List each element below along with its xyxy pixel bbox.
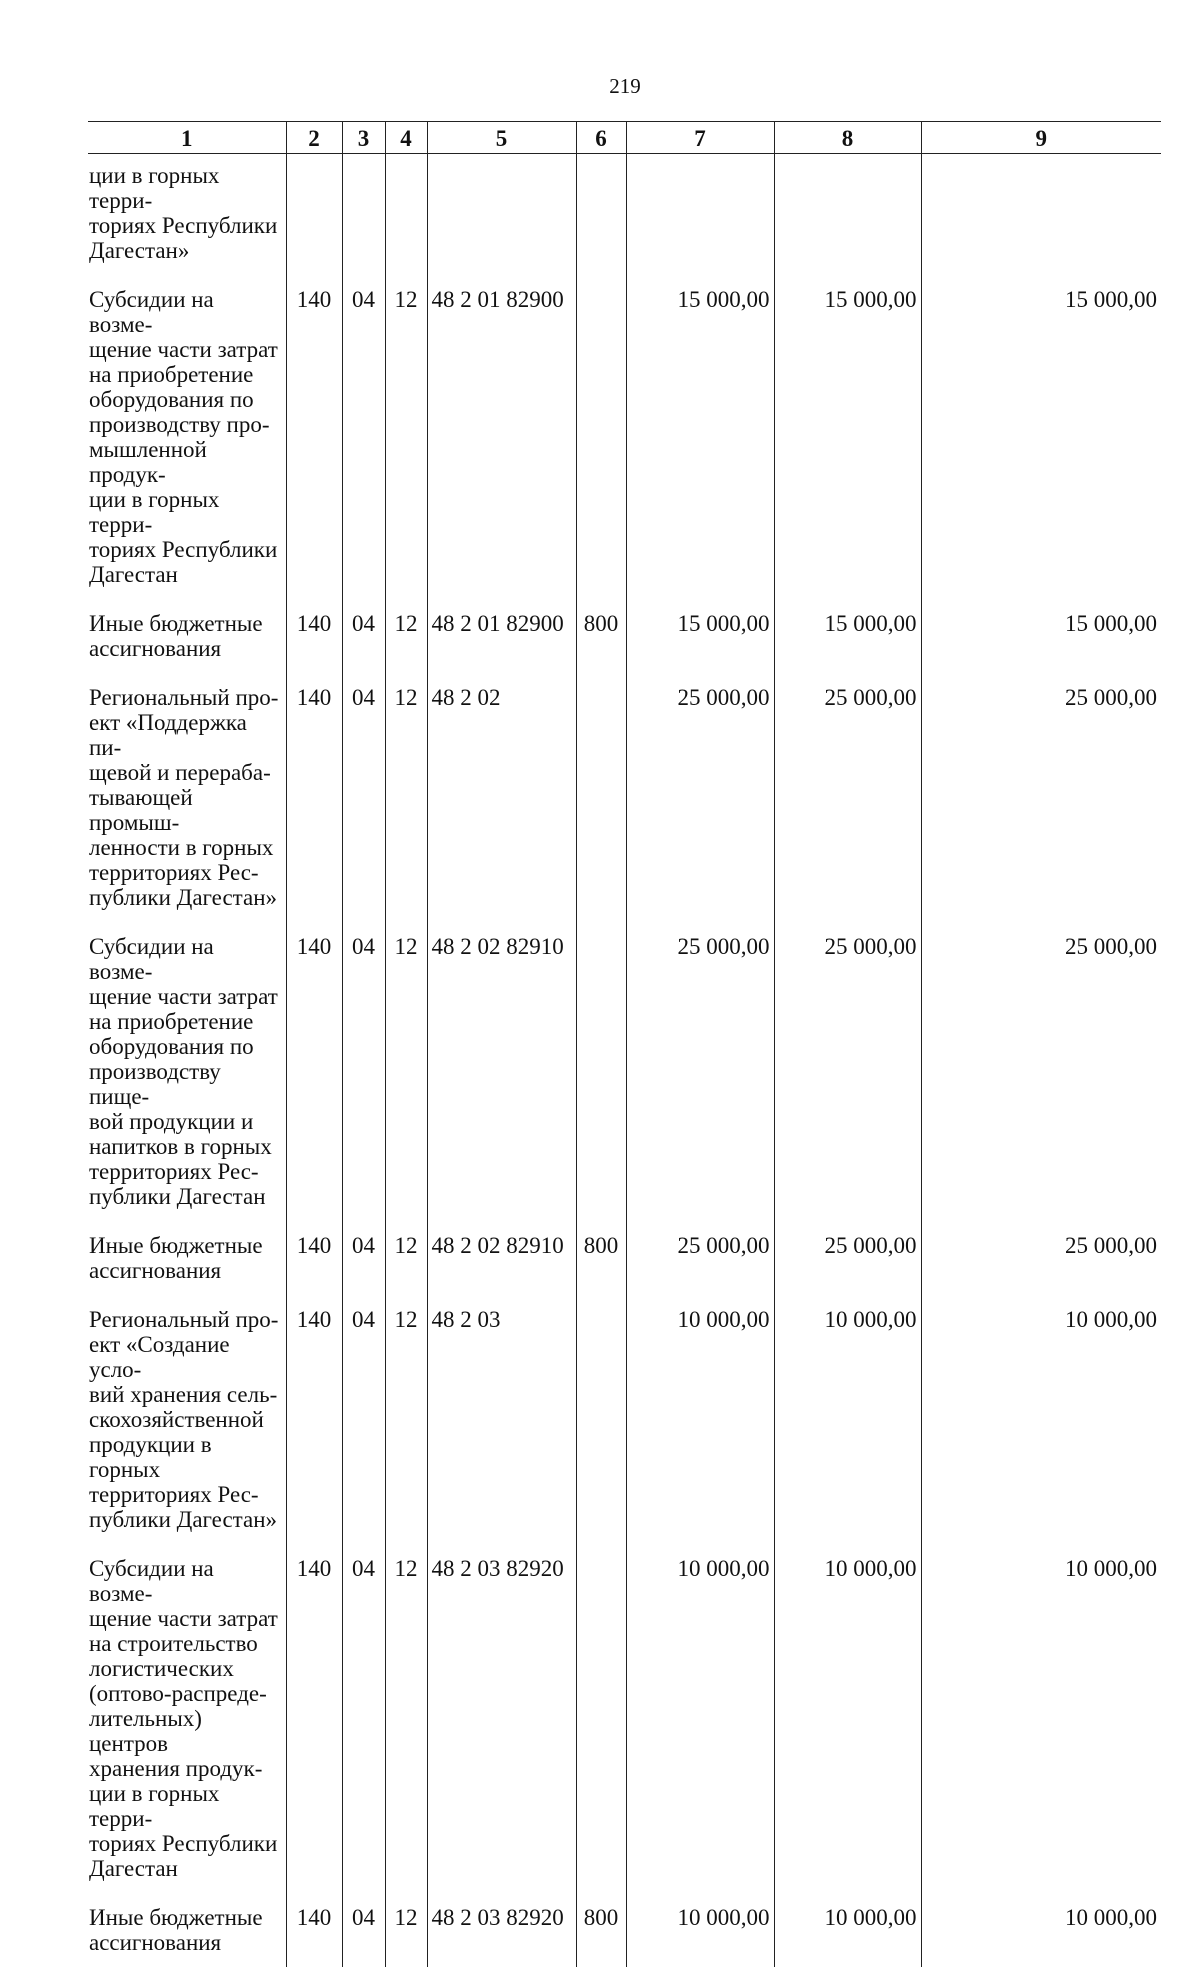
column-header-7: 7 — [626, 122, 774, 154]
col6-value: 800 — [576, 611, 626, 685]
row-name: Региональный про- ект «Создание усло- вий хранения сель- скохозяйственной продукции в горных территориях Рес- публики Дагестан» — [88, 1307, 286, 1556]
col2-value: 140 — [286, 1233, 342, 1307]
col4-value: 12 — [385, 934, 427, 1233]
column-header-8: 8 — [774, 122, 921, 154]
col3-value — [342, 154, 385, 288]
column-header-2: 2 — [286, 122, 342, 154]
target-code: 48 2 03 82920 — [427, 1905, 576, 1967]
col4-value: 12 — [385, 611, 427, 685]
column-header-4: 4 — [385, 122, 427, 154]
col3-value: 04 — [342, 1307, 385, 1556]
amount-col8: 15 000,00 — [774, 287, 921, 611]
amount-col7: 25 000,00 — [626, 934, 774, 1233]
amount-col8: 25 000,00 — [774, 934, 921, 1233]
page-number: 219 — [0, 74, 1200, 99]
col4-value: 12 — [385, 1556, 427, 1905]
amount-col8: 10 000,00 — [774, 1556, 921, 1905]
table-row — [88, 1307, 1161, 1556]
col3-value: 04 — [342, 1233, 385, 1307]
col4-value: 12 — [385, 287, 427, 611]
amount-col8: 25 000,00 — [774, 1233, 921, 1307]
col2-value — [286, 154, 342, 288]
table-row — [88, 1556, 1161, 1905]
amount-col9: 25 000,00 — [921, 934, 1161, 1233]
column-header-1: 1 — [88, 122, 286, 154]
col6-value — [576, 1556, 626, 1905]
amount-col7 — [626, 154, 774, 288]
amount-col7: 10 000,00 — [626, 1556, 774, 1905]
col6-value: 800 — [576, 1905, 626, 1967]
target-code: 48 2 03 82920 — [427, 1556, 576, 1905]
col2-value: 140 — [286, 287, 342, 611]
col2-value: 140 — [286, 934, 342, 1233]
target-code: 48 2 02 — [427, 685, 576, 934]
target-code: 48 2 02 82910 — [427, 934, 576, 1233]
column-header-9: 9 — [921, 122, 1161, 154]
amount-col7: 25 000,00 — [626, 685, 774, 934]
amount-col7: 10 000,00 — [626, 1307, 774, 1556]
row-name: Иные бюджетные ассигнования — [88, 1905, 286, 1967]
amount-col8: 15 000,00 — [774, 611, 921, 685]
amount-col7: 15 000,00 — [626, 611, 774, 685]
target-code — [427, 154, 576, 288]
amount-col9: 15 000,00 — [921, 287, 1161, 611]
amount-col9 — [921, 154, 1161, 288]
col6-value — [576, 154, 626, 288]
row-name: Региональный про- ект «Поддержка пи- щевой и перераба- тывающей промыш- ленности в горных территориях Рес- публики Дагестан» — [88, 685, 286, 934]
amount-col7: 10 000,00 — [626, 1905, 774, 1967]
amount-col9: 10 000,00 — [921, 1905, 1161, 1967]
amount-col8 — [774, 154, 921, 288]
row-name: Иные бюджетные ассигнования — [88, 611, 286, 685]
col6-value — [576, 934, 626, 1233]
target-code: 48 2 03 — [427, 1307, 576, 1556]
row-name: Иные бюджетные ассигнования — [88, 1233, 286, 1307]
table-row — [88, 1233, 1161, 1307]
col6-value: 800 — [576, 1233, 626, 1307]
amount-col9: 15 000,00 — [921, 611, 1161, 685]
col4-value: 12 — [385, 1233, 427, 1307]
col6-value — [576, 1307, 626, 1556]
table-row — [88, 1905, 1161, 1967]
amount-col7: 15 000,00 — [626, 287, 774, 611]
target-code: 48 2 02 82910 — [427, 1233, 576, 1307]
col2-value: 140 — [286, 685, 342, 934]
budget-table — [88, 121, 1161, 1967]
amount-col9: 10 000,00 — [921, 1556, 1161, 1905]
col4-value: 12 — [385, 1905, 427, 1967]
table-row — [88, 685, 1161, 934]
target-code: 48 2 01 82900 — [427, 611, 576, 685]
col2-value: 140 — [286, 611, 342, 685]
col2-value: 140 — [286, 1307, 342, 1556]
amount-col8: 10 000,00 — [774, 1307, 921, 1556]
row-name: Субсидии на возме- щение части затрат на приобретение оборудования по производству пище- вой продукции и напитков в горных территориях Рес- публики Дагестан — [88, 934, 286, 1233]
col2-value: 140 — [286, 1556, 342, 1905]
col3-value: 04 — [342, 1905, 385, 1967]
table-row — [88, 154, 1161, 288]
column-header-5: 5 — [427, 122, 576, 154]
column-header-3: 3 — [342, 122, 385, 154]
amount-col7: 25 000,00 — [626, 1233, 774, 1307]
col2-value: 140 — [286, 1905, 342, 1967]
col3-value: 04 — [342, 611, 385, 685]
row-name: ции в горных терри- ториях Республики Дагестан» — [88, 154, 286, 288]
col3-value: 04 — [342, 934, 385, 1233]
column-header-6: 6 — [576, 122, 626, 154]
table-row — [88, 287, 1161, 611]
target-code: 48 2 01 82900 — [427, 287, 576, 611]
col4-value — [385, 154, 427, 288]
table-row — [88, 611, 1161, 685]
col6-value — [576, 287, 626, 611]
col4-value: 12 — [385, 685, 427, 934]
col4-value: 12 — [385, 1307, 427, 1556]
col3-value: 04 — [342, 1556, 385, 1905]
header-row — [88, 122, 1161, 154]
amount-col8: 10 000,00 — [774, 1905, 921, 1967]
amount-col9: 10 000,00 — [921, 1307, 1161, 1556]
table-body — [88, 154, 1161, 1967]
col6-value — [576, 685, 626, 934]
row-name: Субсидии на возме- щение части затрат на строительство логистических (оптово-распреде- лительных) центров хранения продук- ции в горных терри- ториях Республики Дагестан — [88, 1556, 286, 1905]
amount-col9: 25 000,00 — [921, 1233, 1161, 1307]
col3-value: 04 — [342, 685, 385, 934]
table-row — [88, 934, 1161, 1233]
amount-col9: 25 000,00 — [921, 685, 1161, 934]
col3-value: 04 — [342, 287, 385, 611]
amount-col8: 25 000,00 — [774, 685, 921, 934]
row-name: Субсидии на возме- щение части затрат на приобретение оборудования по производству про- мышленной продук- ции в горных терри- ториях Республики Дагестан — [88, 287, 286, 611]
